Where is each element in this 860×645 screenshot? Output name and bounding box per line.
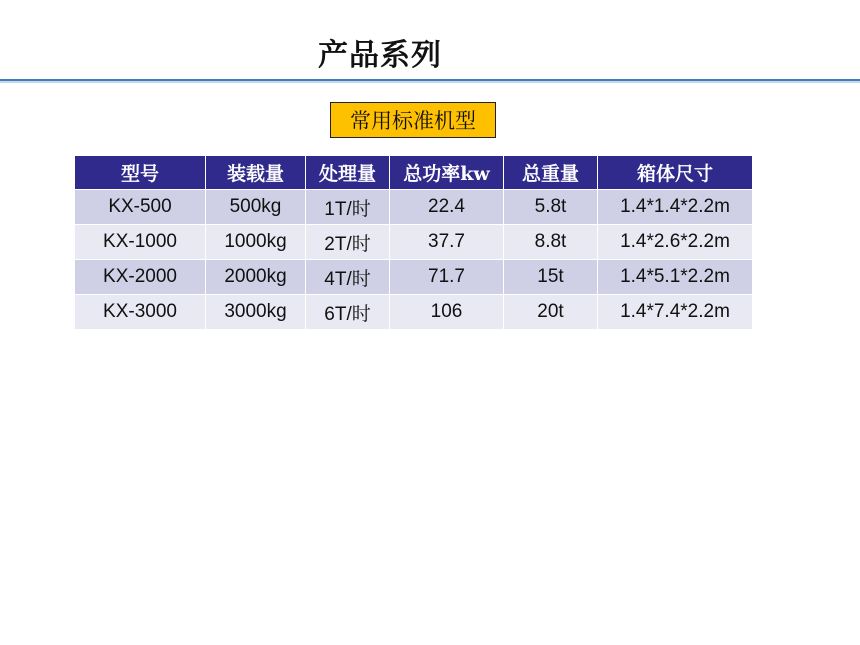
cell-total-weight: 8.8t (504, 225, 598, 260)
cell-load-capacity: 2000kg (206, 260, 306, 295)
cell-total-power: 71.7 (390, 260, 504, 295)
section-label: 常用标准机型 (330, 102, 496, 138)
table-row (75, 295, 753, 330)
cell-total-weight: 20t (504, 295, 598, 330)
title-divider-shadow (0, 81, 860, 83)
cell-throughput: 4T/时 (306, 260, 390, 295)
cell-box-size: 1.4*5.1*2.2m (598, 260, 753, 295)
header-load-capacity: 装载量 (206, 156, 306, 190)
cell-box-size: 1.4*7.4*2.2m (598, 295, 753, 330)
header-box-size: 箱体尺寸 (598, 156, 753, 190)
cell-model: KX-2000 (75, 260, 206, 295)
cell-total-power: 106 (390, 295, 504, 330)
cell-load-capacity: 3000kg (206, 295, 306, 330)
cell-throughput: 2T/时 (306, 225, 390, 260)
cell-model: KX-3000 (75, 295, 206, 330)
cell-throughput: 1T/时 (306, 190, 390, 225)
cell-total-power: 37.7 (390, 225, 504, 260)
table-row (75, 260, 753, 295)
cell-total-power: 22.4 (390, 190, 504, 225)
page-title: 产品系列 (318, 38, 442, 73)
header-total-power: 总功率kw (390, 156, 504, 190)
cell-total-weight: 5.8t (504, 190, 598, 225)
cell-total-weight: 15t (504, 260, 598, 295)
cell-box-size: 1.4*1.4*2.2m (598, 190, 753, 225)
cell-model: KX-500 (75, 190, 206, 225)
cell-load-capacity: 1000kg (206, 225, 306, 260)
cell-model: KX-1000 (75, 225, 206, 260)
spec-table (74, 155, 753, 330)
cell-throughput: 6T/时 (306, 295, 390, 330)
header-model: 型号 (75, 156, 206, 190)
header-total-weight: 总重量 (504, 156, 598, 190)
table-row (75, 225, 753, 260)
cell-box-size: 1.4*2.6*2.2m (598, 225, 753, 260)
table-row (75, 190, 753, 225)
cell-load-capacity: 500kg (206, 190, 306, 225)
header-throughput: 处理量 (306, 156, 390, 190)
table-header-row (75, 156, 753, 190)
